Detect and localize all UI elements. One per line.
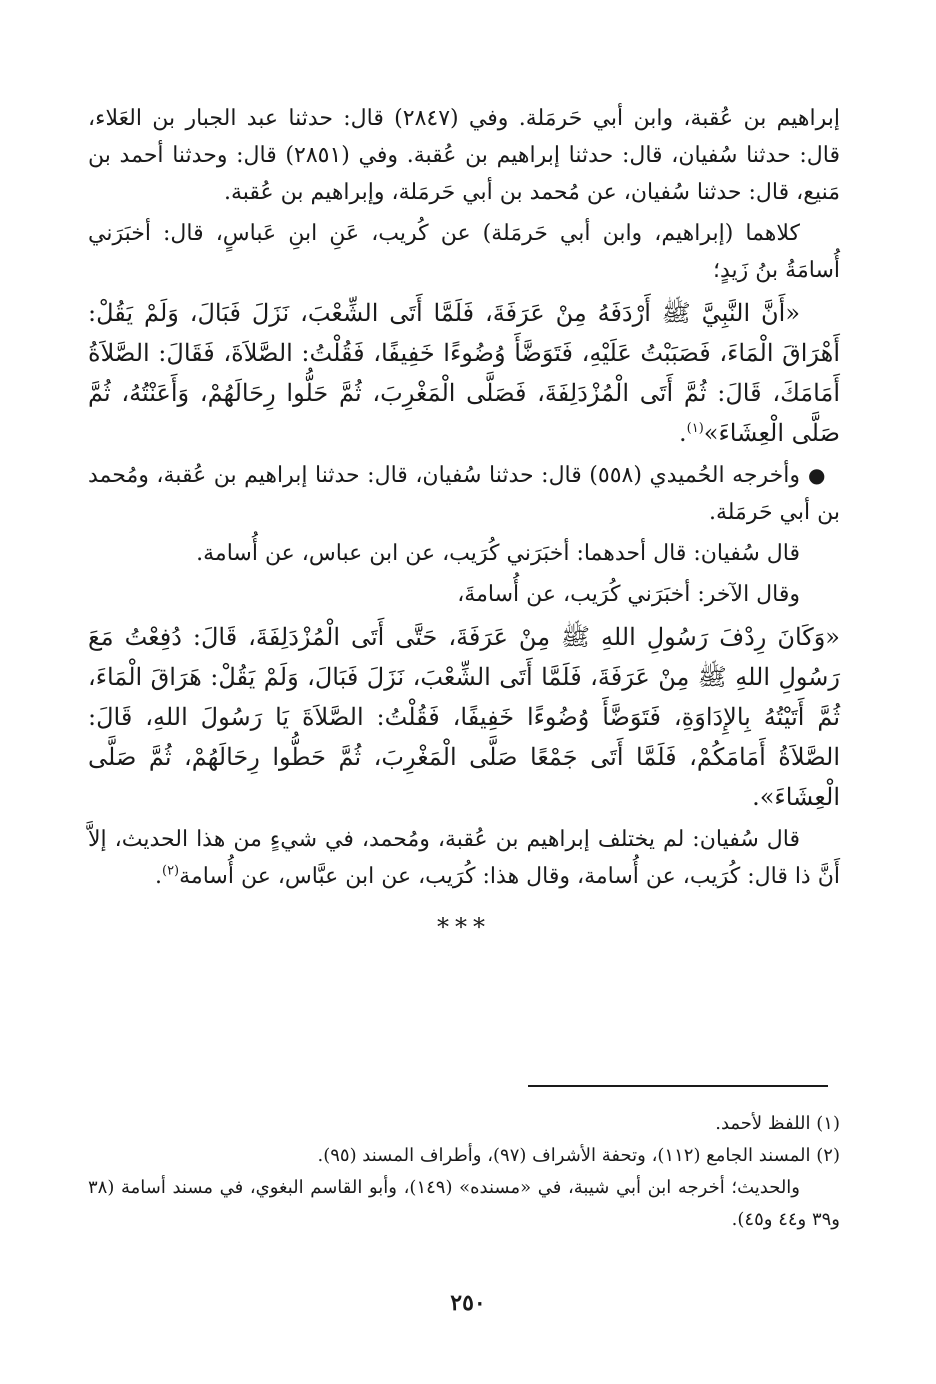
sufyan-statement-2: وقال الآخر: أخبَرَني كُرَيب، عن أُسامةَ، [457,582,800,607]
page-body [88,100,840,953]
isnad-paragraph-1: كلاهما (إبراهيم، وابن أبي حَرمَلة) عن كُريب، عَنِ ابنِ عَباسٍ، قال: أخبَرَني أُسامَةُ بنُ زَيدٍ؛ [88,221,840,283]
footnote-ref-2: (٢) [161,863,180,879]
footnote-divider [528,1085,828,1087]
hadith-text-1-body: «أَنَّ النَّبِيَّ ﷺ أَرْدَفَهُ مِنْ عَرَفَةَ، فَلَمَّا أَتَى الشِّعْبَ، نَزَلَ فَبَالَ، وَلَمْ يَقُلْ: أَهْرَاقَ الْمَاءَ، فَصَبَبْتُ عَلَيْهِ، فَتَوَضَّأَ وُضُوءًا خَفِيفًا، فَقُلْتُ: الصَّلاَةَ، فَقَالَ: الصَّلاَةُ أَمَامَكَ، قَالَ: ثُمَّ أَتَى الْمُزْدَلِفَةَ، فَصَلَّى الْمَغْرِبَ، ثُمَّ حَلُّوا رِحَالَهُمْ، وَأَعَنْتُهُ، ثُمَّ صَلَّى الْعِشَاءَ» [88,299,840,447]
section-separator: *** [437,913,491,941]
hadith-text-2: «وَكَانَ رِدْفَ رَسُولِ اللهِ ﷺ مِنْ عَرَفَةَ، حَتَّى أَتَى الْمُزْدَلِفَةَ، قَالَ: دُفِعْتُ مَعَ رَسُولِ اللهِ ﷺ مِنْ عَرَفَةَ، فَلَمَّا أَتَى الشِّعْبَ، نَزَلَ فَبَالَ، وَلَمْ يَقُلْ: هَرَاقَ الْمَاءَ، ثُمَّ أَتَيْتُهُ بِالإِدَاوَةِ، فَتَوَضَّأَ وُضُوءًا خَفِيفًا، فَقُلْتُ: الصَّلاَةَ يَا رَسُولَ اللهِ، قَالَ: الصَّلاَةُ أَمَامَكُمْ، فَلَمَّا أَتَى جَمْعًا صَلَّى الْمَغْرِبَ، ثُمَّ حَطُّوا رِحَالَهُمْ، ثُمَّ صَلَّى الْعِشَاءَ». [88,623,841,811]
sufyan-statement-1: قال سُفيان: قال أحدهما: أخبَرَني كُرَيب، عن ابن عباس، عن أُسامة. [196,541,800,566]
footnotes [88,1108,840,1236]
sufyan-statement-3-end: . [154,864,162,889]
footnote-ref-1: (١) [686,421,704,436]
bullet-icon: ● [808,463,826,487]
footnote-2: (٢) المسند الجامع (١١٢)، وتحفة الأشراف (٩٧)، وأطراف المسند (٩٥). [317,1145,840,1166]
sufyan-statement-3 [88,821,840,895]
footnote-2-continuation: والحديث؛ أخرجه ابن أبي شيبة، في «مسنده» (١٤٩)، وأبو القاسم البغوي، في مسند أسامة (٣٨ و٣٩ و٤٤ و٤٥). [88,1177,840,1230]
footnote-1: (١) اللفظ لأحمد. [715,1113,840,1134]
hadith-text-1: «أَنَّ النَّبِيَّ ﷺ أَرْدَفَهُ مِنْ عَرَفَةَ، فَلَمَّا أَتَى الشِّعْبَ، نَزَلَ فَبَالَ، وَلَمْ يَقُلْ: أَهْرَاقَ الْمَاءَ، فَصَبَبْتُ عَلَيْهِ، فَتَوَضَّأَ وُضُوءًا خَفِيفًا، فَقُلْتُ: الصَّلاَةَ، فَقَالَ: الصَّلاَةُ أَمَامَكَ، قَالَ: ثُمَّ أَتَى الْمُزْدَلِفَةَ، فَصَلَّى الْمَغْرِبَ، ثُمَّ حَلُّوا رِحَالَهُمْ، وَأَعَنْتُهُ، ثُمَّ صَلَّى الْعِشَاءَ»$^{(١)}$. [88,299,840,447]
page-number: ٢٥٠ [450,1290,486,1316]
sufyan-statement-3-text: قال سُفيان: لم يختلف إبراهيم بن عُقبة، ومُحمد، في شيءٍ من هذا الحديث، إلاَّ أَنَّ ذا قال: كُرَيب، عن أُسامة، وقال هذا: كُرَيب، عن ابن عبَّاس، عن أُسامة [88,827,840,889]
intro-paragraph: إبراهيم بن عُقبة، وابن أبي حَرمَلة. وفي (٢٨٤٧) قال: حدثنا عبد الجبار بن العَلاء، قال: حدثنا سُفيان، قال: حدثنا إبراهيم بن عُقبة. وفي (٢٨٥١) قال: وحدثنا أحمد بن مَنيع، قال: حدثنا سُفيان، عن مُحمد بن أبي حَرمَلة، وإبراهيم بن عُقبة. [88,106,840,205]
isnad-paragraph-2-text: وأخرجه الحُميدي (٥٥٨) قال: حدثنا سُفيان، قال: حدثنا إبراهيم بن عُقبة، ومُحمد بن أبي حَرمَلة. [88,463,840,525]
isnad-paragraph-2 [88,457,840,531]
